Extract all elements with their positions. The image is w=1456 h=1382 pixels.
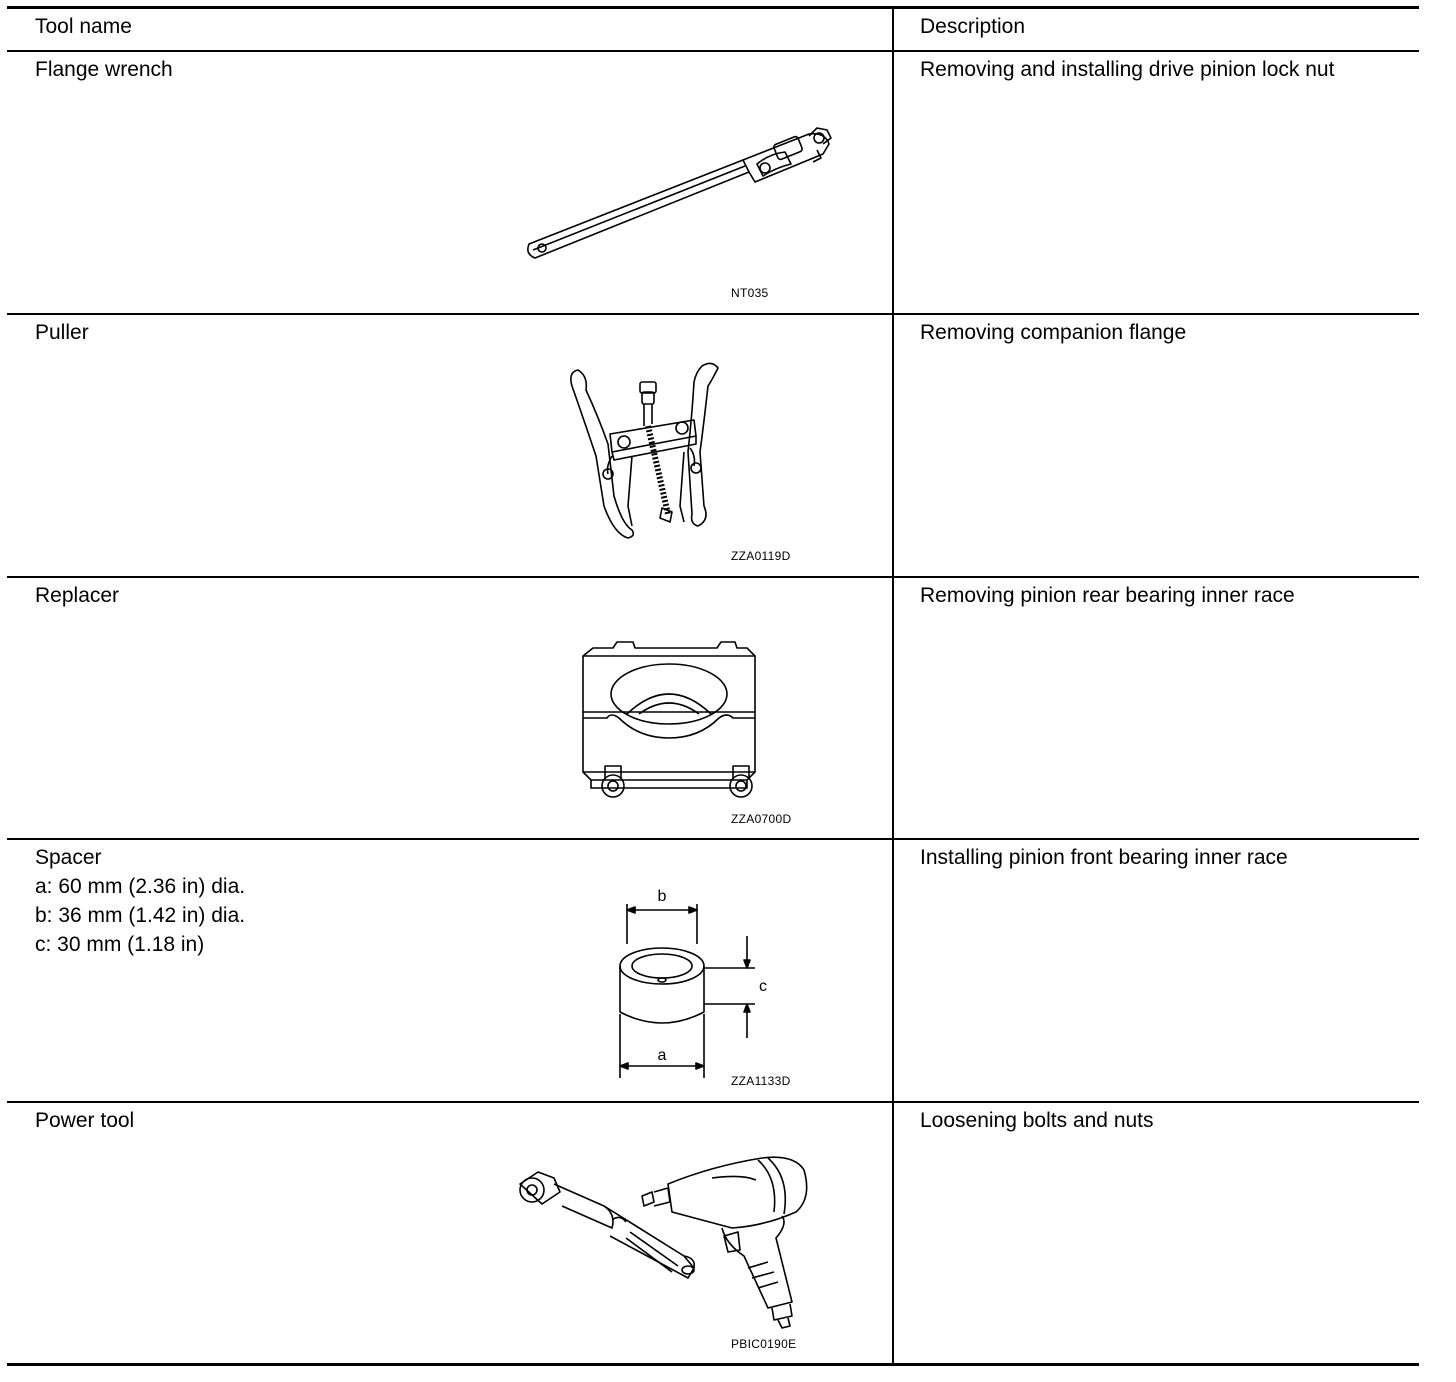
row-divider [7,1101,1419,1103]
spec-c: c: 30 mm (1.18 in) [35,933,205,956]
tool-name: Replacer [35,584,120,607]
spec-a: a: 60 mm (2.36 in) dia. [35,875,246,898]
table-top-rule [7,6,1419,9]
row-divider [7,313,1419,315]
dimension-label-b: b [657,888,667,905]
header-description: Description [920,15,1026,38]
table-bottom-rule [7,1363,1419,1366]
spacer-illustration [613,874,783,1084]
tool-description: Removing and installing drive pinion lock nut [920,58,1335,81]
tool-description: Removing companion flange [920,321,1187,344]
header-divider [7,50,1419,52]
dimension-label-c: c [759,978,767,995]
column-divider [892,9,894,1363]
tool-description: Loosening bolts and nuts [920,1109,1154,1132]
figure-code: ZZA0700D [731,812,792,826]
figure-code: PBIC0190E [731,1337,797,1351]
figure-code: ZZA1133D [731,1074,791,1088]
figure-code: NT035 [731,286,769,300]
power-tool-illustration [512,1148,832,1338]
tool-name: Spacer [35,846,102,869]
tool-description: Installing pinion front bearing inner race [920,846,1288,869]
tool-name: Puller [35,321,89,344]
row-divider [7,838,1419,840]
figure-code: ZZA0119D [731,549,791,563]
tool-name: Flange wrench [35,58,173,81]
row-divider [7,576,1419,578]
dimension-label-a: a [657,1047,667,1064]
spec-b: b: 36 mm (1.42 in) dia. [35,904,246,927]
replacer-illustration [577,634,767,814]
tool-description: Removing pinion rear bearing inner race [920,584,1295,607]
header-tool-name: Tool name [35,15,132,38]
tool-name: Power tool [35,1109,135,1132]
flange-wrench-illustration [517,124,847,274]
puller-illustration [562,356,732,546]
